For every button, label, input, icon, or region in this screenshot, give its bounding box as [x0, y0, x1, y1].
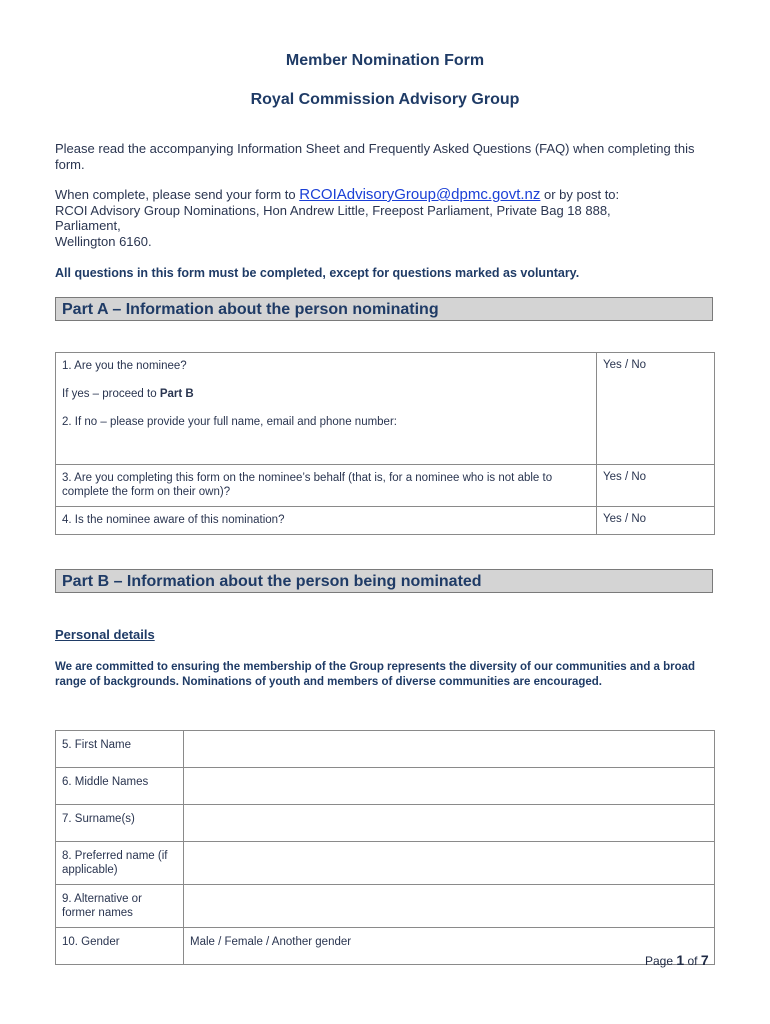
form-subtitle: Royal Commission Advisory Group: [250, 91, 520, 108]
personal-details-heading: Personal details: [55, 627, 155, 642]
send-address-line: Wellington 6160.: [55, 233, 152, 249]
first-name-label: 5. First Name: [56, 731, 184, 768]
of-label: of: [684, 954, 701, 968]
question-1-instruction: [62, 387, 590, 401]
send-suffix: or by post to:: [540, 187, 620, 202]
completion-note: All questions in this form must be completed, except for questions marked as voluntary.: [55, 266, 580, 280]
page-number: [645, 952, 709, 968]
part-a-q1-cell: [56, 353, 597, 465]
part-b-reference: Part B: [159, 388, 194, 400]
send-prefix: When complete, please send your form to: [55, 187, 300, 202]
email-link[interactable]: RCOIAdvisoryGroup@dpmc.govt.nz: [299, 186, 541, 203]
part-b-heading: Part B – Information about the person being nominated: [55, 569, 713, 593]
gender-options[interactable]: Male / Female / Another gender: [184, 928, 715, 965]
alternative-names-label: 9. Alternative or former names: [56, 885, 184, 928]
diversity-statement: We are committed to ensuring the membership of the Group represents the diversity of our communities and a broad range of backgrounds. Nominations of youth and members of diverse communities are encouraged.: [55, 661, 696, 688]
question-4-answer[interactable]: Yes / No: [597, 507, 715, 535]
question-3: 3. Are you completing this form on the nominee’s behalf (that is, for a nominee who is not able to complete the form on their own)?: [56, 465, 597, 507]
page-label: Page: [645, 954, 677, 968]
preferred-name-label: 8. Preferred name (if applicable): [56, 842, 184, 885]
middle-names-label: 6. Middle Names: [56, 768, 184, 805]
send-address-line: Parliament,: [55, 218, 121, 233]
send-paragraph: [55, 187, 715, 249]
preferred-name-field[interactable]: [184, 842, 715, 885]
question-1-answer[interactable]: Yes / No: [597, 353, 715, 465]
question-1-instruction-text: If yes – proceed to: [62, 388, 160, 400]
part-a-table: [55, 352, 715, 535]
middle-names-field[interactable]: [184, 768, 715, 805]
send-address-line: RCOI Advisory Group Nominations, Hon Andrew Little, Freepost Parliament, Private Bag 18 888,: [55, 202, 611, 218]
intro-paragraph: Please read the accompanying Information Sheet and Frequently Asked Questions (FAQ) when completing this form.: [55, 141, 695, 172]
form-title: Member Nomination Form: [285, 52, 485, 69]
total-pages: 7: [700, 952, 709, 968]
surname-label: 7. Surname(s): [56, 805, 184, 842]
question-4: 4. Is the nominee aware of this nomination?: [56, 507, 597, 535]
current-page: 1: [676, 952, 685, 968]
first-name-field[interactable]: [184, 731, 715, 768]
question-1: 1. Are you the nominee?: [62, 360, 187, 372]
personal-details-table: [55, 730, 715, 965]
gender-label: 10. Gender: [56, 928, 184, 965]
alternative-names-field[interactable]: [184, 885, 715, 928]
part-a-heading: Part A – Information about the person nominating: [55, 297, 713, 321]
question-2[interactable]: 2. If no – please provide your full name, email and phone number:: [62, 416, 397, 428]
surname-field[interactable]: [184, 805, 715, 842]
question-3-answer[interactable]: Yes / No: [597, 465, 715, 507]
